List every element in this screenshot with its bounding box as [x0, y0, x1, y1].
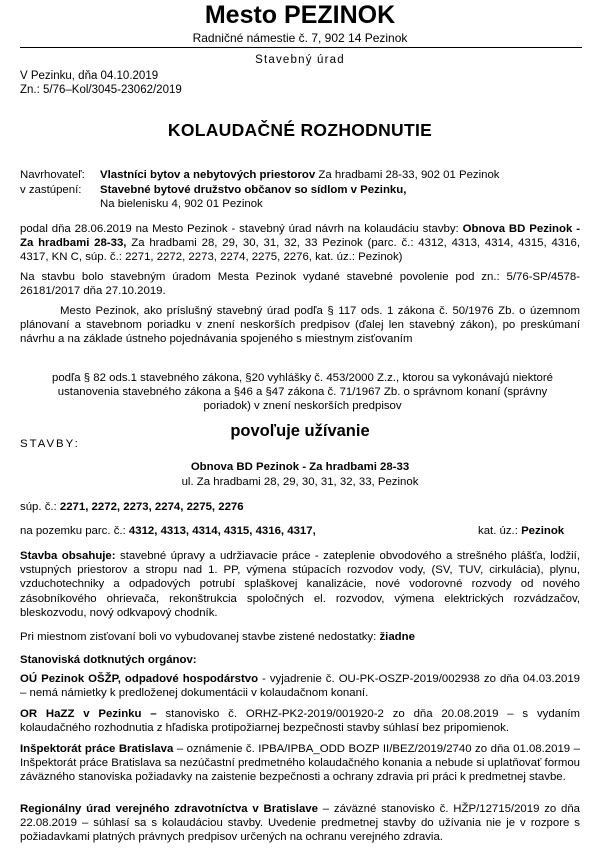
header-divider [20, 47, 582, 48]
defects-line [20, 631, 415, 643]
opinion-labour-inspectorate [20, 742, 580, 785]
application-text: podal dňa 28.06.2019 na Mesto Pezinok - stavebný úrad návrh na kolaudáciu stavby: [20, 223, 463, 235]
stavby-label: STAVBY: [20, 438, 80, 450]
opinion-public-health [20, 802, 580, 845]
city-title: Mesto PEZINOK [204, 1, 396, 29]
kat-value: Pezinok [521, 525, 565, 537]
document-heading: KOLAUDAČNÉ ROZHODNUTIE [167, 120, 433, 140]
opinion-2-authority: OR HaZZ v Pezinku – [20, 708, 157, 720]
sup-label: súp. č.: [20, 501, 60, 513]
office-name: Stavebný úrad [255, 54, 345, 66]
reference-number: Zn.: 5/76–Kol/3045-23062/2019 [20, 84, 182, 96]
opinion-ou-pezinok [20, 672, 580, 700]
opinions-heading: Stanoviská dotknutých orgánov: [20, 654, 197, 666]
applicant [100, 168, 500, 182]
opinion-1-text: - vyjadrenie č. OU-PK-OSZP-2019/002938 zo dňa 04.03.2019 – nemá námietky k predloženej dokumentácii v kolaudačnom konaní. [20, 673, 580, 700]
opinion-3-text: – oznámenie č. IPBA/IPBA_ODD BOZP II/BEZ/2019/2740 zo dňa 01.08.2019 – Inšpektorát práce Bratislava sa nezúčastní predmetného kolaudačného konania a nebude si uplatňovať formou záväzného stanoviska požiadavky na zaistenie bezpečnosti a ochrany zdravia pri práci k predmetnej stavbe. [20, 743, 580, 784]
building-address: ul. Za hradbami 28, 29, 30, 31, 32, 33, Pezinok [181, 476, 419, 488]
parc-values: 4312, 4313, 4314, 4315, 4316, 4317, [128, 525, 316, 537]
opinion-2-text: stanovisko č. ORHZ-PK2-2019/001920-2 zo dňa 20.08.2019 – s vydaním kolaudačného rozhodnutia z hľadiska protipožiarnej bezpečnosti stavby súhlasí bez pripomienok. [20, 708, 581, 735]
parc-label: na pozemku parc. č.: [20, 525, 129, 537]
representative [100, 183, 406, 211]
representative-label: v zastúpení: [20, 184, 82, 196]
building-name: Obnova BD Pezinok - Za hradbami 28-33 [190, 461, 410, 473]
paragraph-authority: Mesto Pezinok, ako príslušný stavebný úrad podľa § 117 ods. 1 zákona č. 50/1976 Zb. o územnom plánovaní a stavebnom poriadku v znení neskorších predpisov (ďalej len stavebný zákon), po preskúmaní návrhu a na základe ústneho pojednávania spojeného s miestnym zisťovaním [20, 305, 580, 346]
parcel-numbers [20, 525, 316, 537]
defects-text: Pri miestnom zisťovaní boli vo vybudovanej stavbe zistené nedostatky: [20, 631, 380, 643]
supisne-cisla [20, 501, 244, 513]
applicant-label: Navrhovateľ: [20, 169, 85, 181]
city-address: Radničné námestie č. 7, 902 14 Pezinok [192, 31, 408, 45]
applicant-name: Vlastníci bytov a nebytových priestorov [100, 169, 316, 181]
kat-label: kat. úz.: [478, 525, 522, 537]
content-text: stavebné úpravy a udržiavacie práce - zateplenie obvodového a strešného plášťa, lodžií, vstupných priestorov a stropu nad 1. PP, výmena stúpacích rozvodov vody, (SV, TUV, cirkulácia), plynu, vzduchotechniky a odpadových potrubí splaškovej kanalizácie, nové vodorovné rozvody od nového zásobníkového ohrievača, rekonštrukcia spoločných el. rozvodov, výmena elektrických rozvádzačov, bleskozvodu, nový odkvapový chodník. [20, 550, 581, 619]
decision-verb: povoľuje užívanie [230, 422, 370, 440]
opinion-1-authority: OÚ Pezinok OŠŽP, odpadové hospodárstvo [20, 673, 259, 685]
applicant-address: Za hradbami 28-33, 902 01 Pezinok [315, 169, 500, 181]
application-details: Za hradbami 28, 29, 30, 31, 32, 33 Pezinok (parc. č.: 4312, 4313, 4314, 4315, 4316, 4317, KN C, súp. č.: 2271, 2272, 2273, 2274, 2275, 2276, kat. úz.: Pezinok) [20, 237, 580, 264]
paragraph-application [20, 222, 580, 265]
defects-value: žiadne [379, 631, 415, 643]
representative-address: Na bielenisku 4, 902 01 Pezinok [100, 198, 263, 211]
opinion-4-text: – záväzné stanovisko č. HŽP/12715/2019 zo dňa 22.08.2019 – súhlasí sa s kolaudáciou stavby. Uvedenie predmetnej stavby do užívania nie je v rozpore s požiadavkami platných právnych predpisov určených na ochranu verejného zdravia. [20, 803, 580, 844]
opinion-hazz [20, 707, 580, 735]
paragraph-legal-basis: podľa § 82 ods.1 stavebného zákona, §20 vyhlášky č. 453/2000 Z.z., ktorou sa vykonávajú niektoré ustanovenia stavebného zákona a §46 a §47 zákona č. 71/1967 Zb. o správnom konaní (správny poriadok) v znení neskorších predpisov [51, 372, 554, 413]
place-date: V Pezinku, dňa 04.10.2019 [20, 70, 159, 82]
application-building: Obnova BD Pezinok - Za hradbami 28-33, [20, 223, 580, 250]
opinion-3-authority: Inšpektorát práce Bratislava [20, 743, 174, 755]
opinion-4-authority: Regionálny úrad verejného zdravotníctva v Bratislave [20, 803, 318, 815]
meta-block [20, 69, 182, 97]
cadastral-area [478, 525, 564, 537]
paragraph-permit: Na stavbu bolo stavebným úradom Mesta Pezinok vydané stavebné povolenie pod zn.: 5/76-SP/4578-26181/2017 dňa 27.10.2019. [20, 271, 580, 298]
building-content [20, 549, 580, 620]
representative-name: Stavebné bytové družstvo občanov so sídlom v Pezinku, [100, 184, 407, 196]
content-label: Stavba obsahuje: [20, 550, 116, 562]
sup-values: 2271, 2272, 2273, 2274, 2275, 2276 [59, 501, 244, 513]
